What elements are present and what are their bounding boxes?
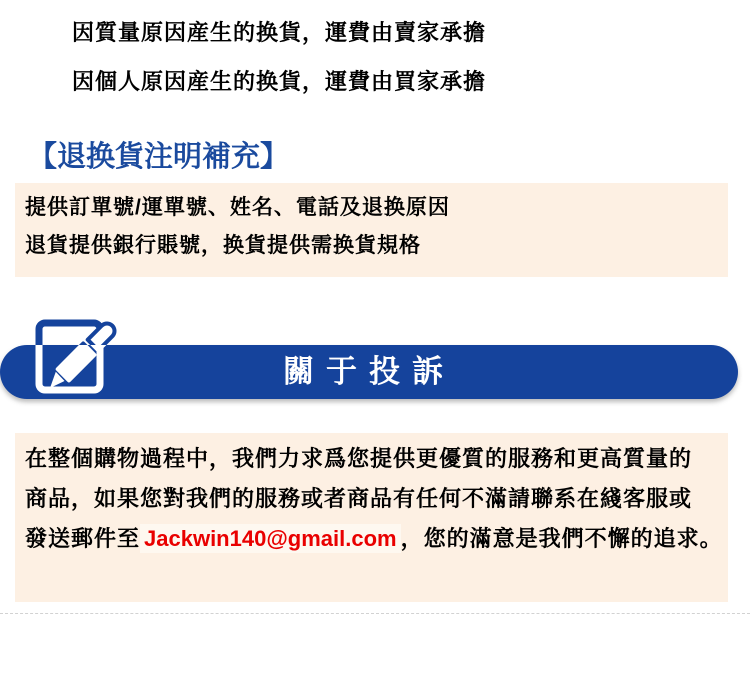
complaint-line-3-suffix: ，您的滿意是我們不懈的追求。 bbox=[400, 526, 723, 551]
policy-line-quality: 因質量原因産生的换貨，運費由賣家承擔 bbox=[72, 20, 487, 45]
complaint-paragraph bbox=[25, 439, 723, 559]
pencil-note-icon bbox=[30, 300, 125, 405]
page-separator bbox=[0, 613, 750, 614]
return-note-heading: 【退换貨注明補充】 bbox=[28, 141, 290, 173]
return-note-line-2: 退貨提供銀行賬號，换貨提供需换貨規格 bbox=[25, 234, 421, 257]
complaint-line-1: 在整個購物過程中，我們力求爲您提供更優質的服務和更高質量的 bbox=[25, 446, 693, 471]
return-note-box bbox=[15, 183, 728, 277]
contact-email-link[interactable]: Jackwin140@gmail.com bbox=[140, 524, 401, 553]
complaint-box bbox=[15, 433, 728, 602]
complaint-line-2: 商品，如果您對我們的服務或者商品有任何不滿請聯系在綫客服或 bbox=[25, 486, 693, 511]
complaint-banner-title: 關于投訴 bbox=[283, 354, 455, 389]
return-note-line-1: 提供訂單號/運單號、姓名、電話及退换原因 bbox=[25, 196, 450, 219]
complaint-line-3-prefix: 發送郵件至 bbox=[25, 526, 141, 551]
policy-line-personal: 因個人原因産生的换貨，運費由買家承擔 bbox=[72, 69, 487, 94]
complaint-line-3 bbox=[25, 519, 723, 559]
